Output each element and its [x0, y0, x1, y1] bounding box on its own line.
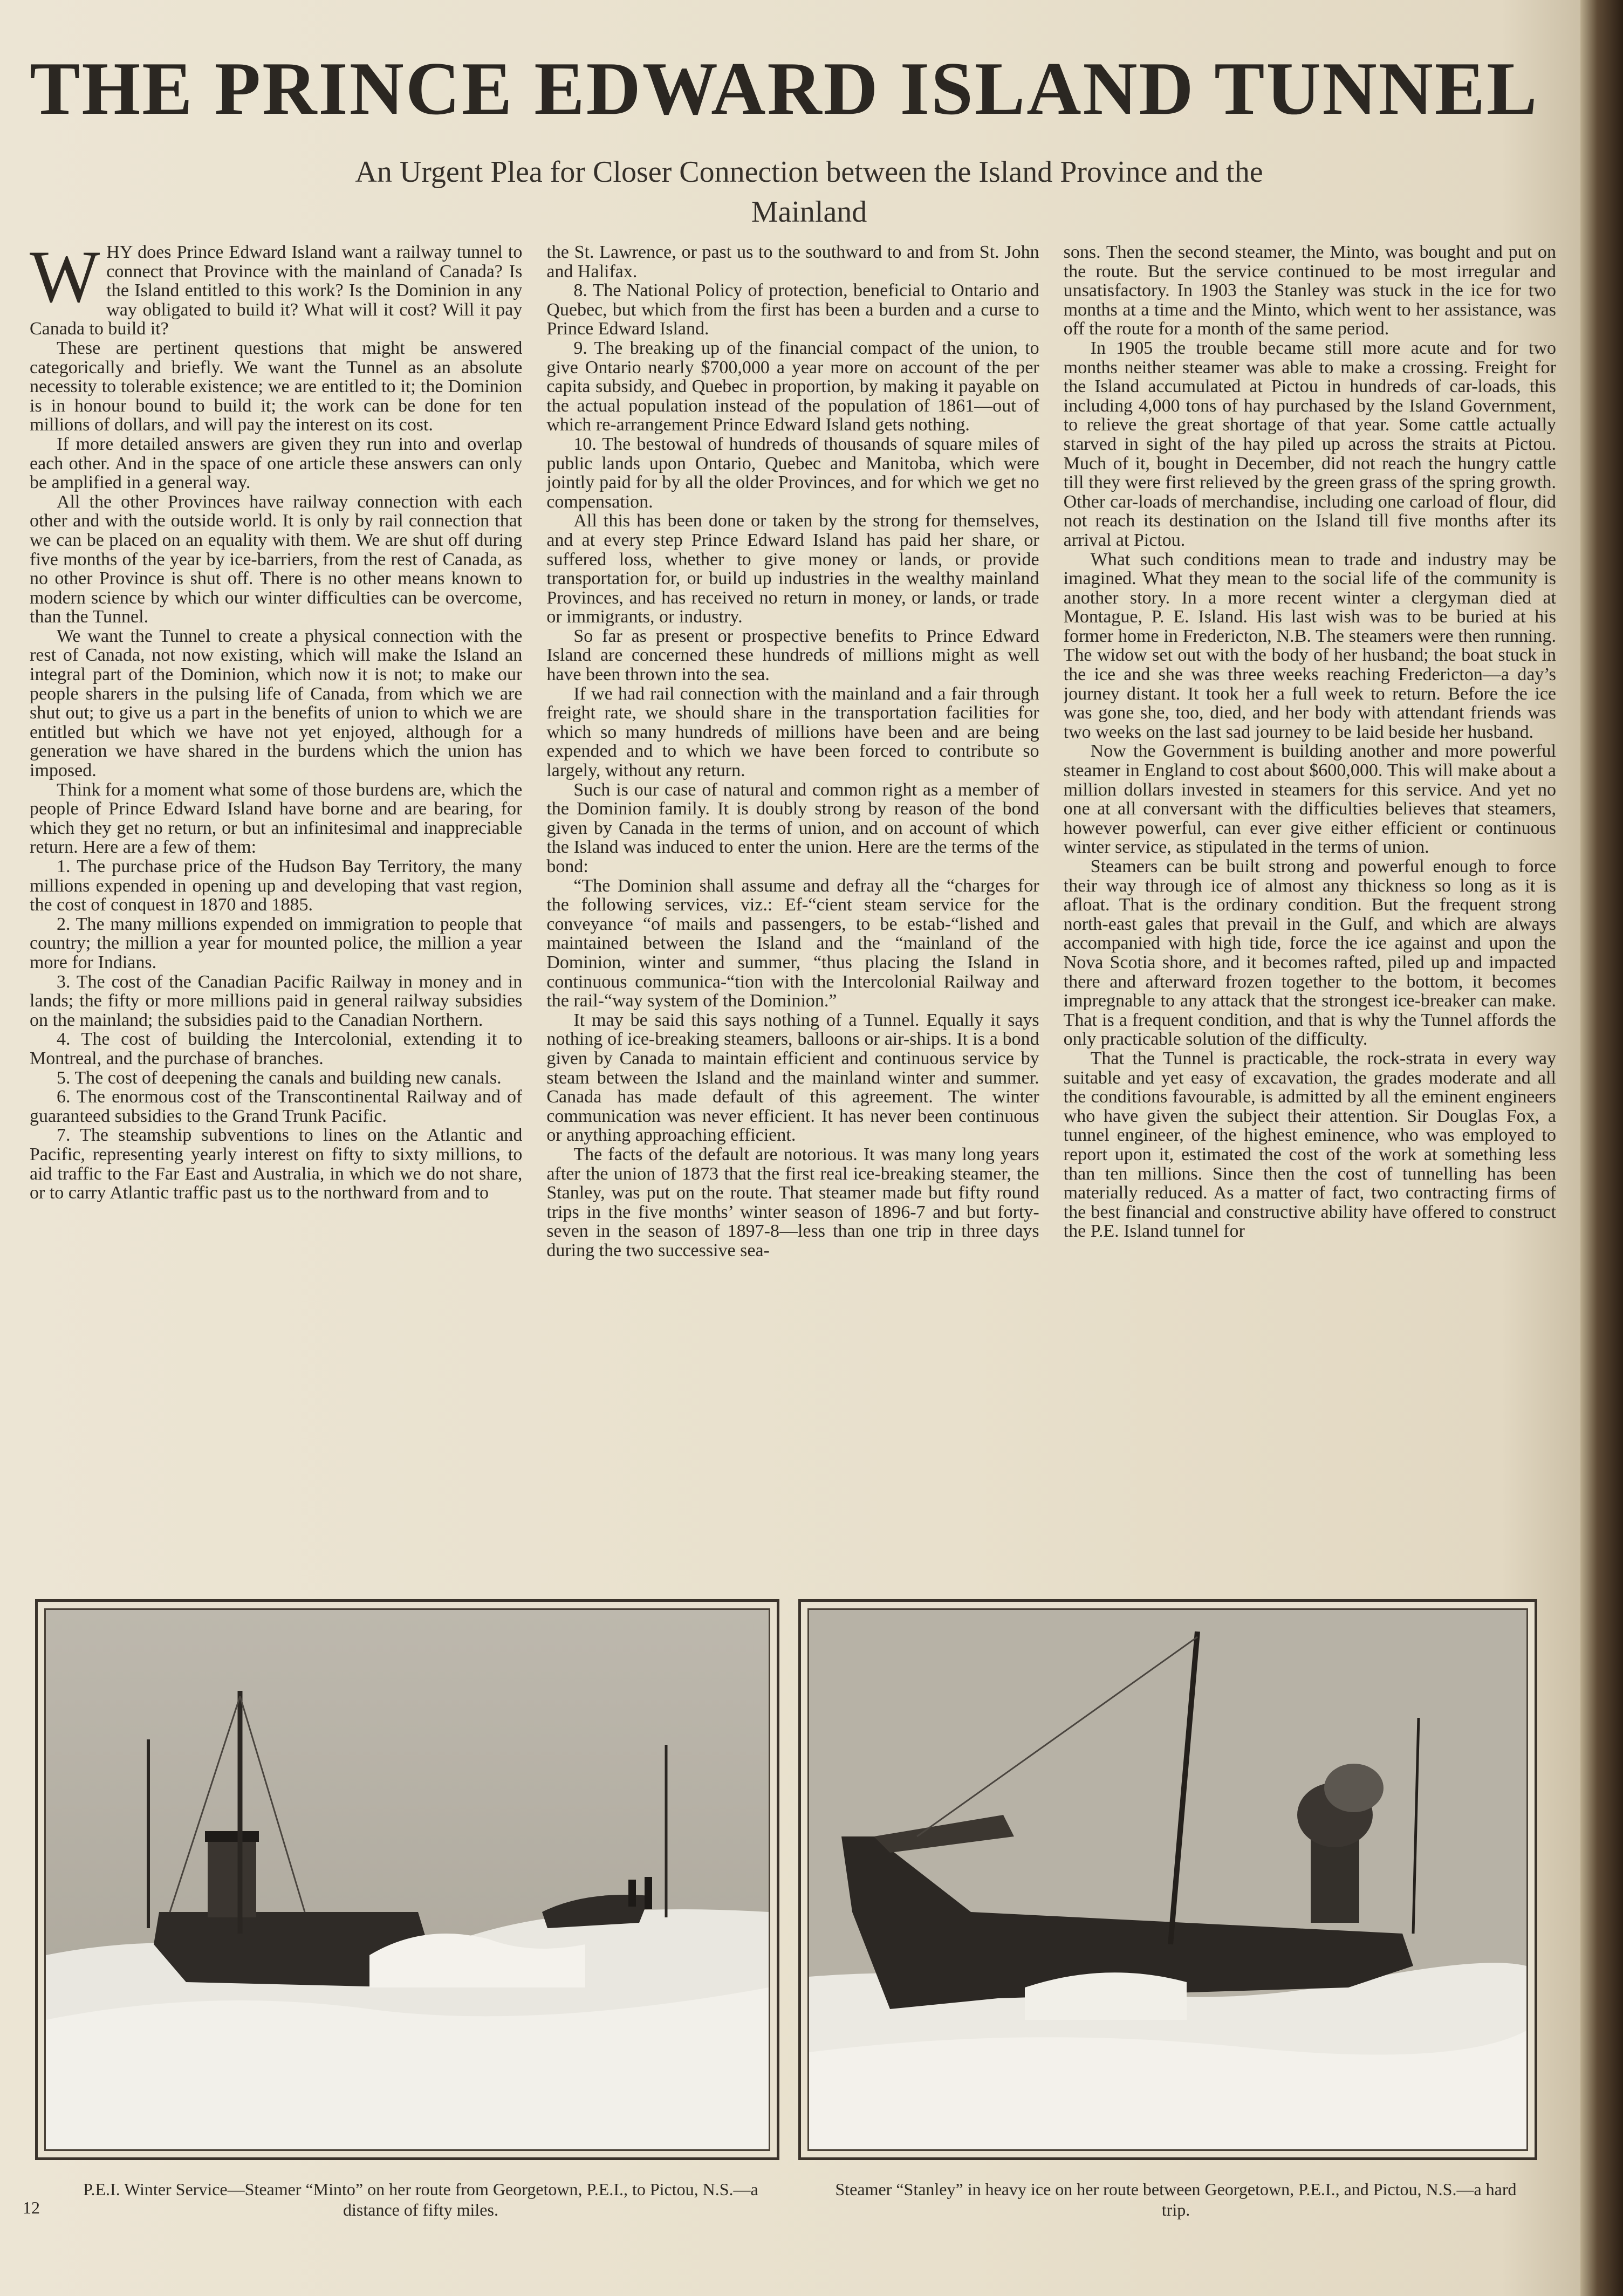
- text-column-2: [546, 243, 1039, 1586]
- paragraph: All the other Provinces have railway connection with each other and with the outside world. It is only by rail connection that we can be placed on an equality with them. We are shut off during five months of the year by ice-barriers, from the rest of Canada, as no other Province is shut off. There is no other means known to modern science by which our winter difficulties can be overcome, than the Tunnel.: [30, 491, 523, 627]
- paragraph: We want the Tunnel to create a physical connection with the rest of Canada, not now existing, which will make the Island an integral part of the Dominion, which now it is not; to make our people sharers in the pulsing life of Canada, from which we are shut out; to give us a part in the benefits of union to which we are entitled but which we have not yet enjoyed, although for a generation we have shared in the burdens which the union has imposed.: [30, 626, 523, 781]
- paragraph: Think for a moment what some of those burdens are, which the people of Prince Edward Island have borne and are bearing, for which they get no return, or but an infinitesimal and inappreciable return. Here are a few of them:: [30, 779, 523, 858]
- paragraph: If more detailed answers are given they run into and overlap each other. And in the space of one article these answers can only be amplified in a general way.: [30, 434, 523, 493]
- paragraph: Now the Government is building another and more powerful steamer in England to cost about $600,000. This will make about a million dollars invested in steamers for this service. And yet no one at all conversant with the difficulties believes that steamers, however powerful, can ever give either efficient or continuous winter service, as stipulated in the terms of union.: [1063, 741, 1556, 858]
- paragraph: That the Tunnel is practicable, the rock-strata in every way suitable and yet easy of excavation, the grades moderate and all the conditions favourable, is admitted by all the eminent engineers who have given the subject their attention. Sir Douglas Fox, a tunnel engineer, of the highest eminence, who was employed to report upon it, estimated the cost of the work at something less than ten millions. Since then the cost of tunnelling has been materially reduced. As a matter of fact, two contracting firms of the best financial and constructive ability have offered to construct the P.E. Island tunnel for: [1063, 1048, 1556, 1242]
- article-body: [30, 243, 1556, 1586]
- paragraph: In 1905 the trouble became still more acute and for two months neither steamer was able to make a crossing. Freight for the Island accumulated at Pictou in hundreds of car-loads, this including 4,000 tons of hay purchased by the Island Government, to relieve the great shortage of that year. Some cattle actually starved in sight of the hay piled up across the straits at Pictou. Much of it, bought in December, did not reach the hungry cattle till they were first relieved by the green grass of the spring growth. Other car-loads of merchandise, including one carload of flour, did not reach its destination on the Island till five months after its arrival at Pictou.: [1063, 338, 1556, 550]
- paragraph: HY does Prince Edward Island want a railway tunnel to connect that Province with the mainland of Canada? Is the Island entitled to this work? Is the Dominion in any way obligated to build it? What will it cost? Will it pay Canada to build it?: [30, 243, 523, 339]
- caption-stanley: Steamer “Stanley” in heavy ice on her route between Georgetown, P.E.I., and Pictou, N.S.—a hard trip.: [835, 2180, 1517, 2219]
- article-subtitle: An Urgent Plea for Closer Connection between the Island Province and the Mainland: [355, 155, 1263, 229]
- paragraph: What such conditions mean to trade and industry may be imagined. What they mean to the social life of the community is another story. In a more recent winter a clergyman died at Montague, P. E. Island. His last wish was to be buried at his former home in Fredericton, N.B. The steamers were then running. The widow set out with the body of her husband; the boat stuck in the ice and she was three weeks reaching Fredericton—a day’s journey distant. It took her a full week to return. Before the ice was gone she, too, died, and her body with attendant friends was two weeks on the last sad journey to be laid beside her husband.: [1063, 549, 1556, 742]
- paragraph: 8. The National Policy of protection, beneficial to Ontario and Quebec, but which from the first has been a burden and a curse to Prince Edward Island.: [546, 280, 1039, 339]
- paragraph: the St. Lawrence, or past us to the southward to and from St. John and Halifax.: [546, 243, 1039, 282]
- paragraph: 7. The steamship subventions to lines on the Atlantic and Pacific, representing yearly interest on fifty to sixty millions, to aid traffic to the Far East and Australia, in which we do not share, or to carry Atlantic traffic past us to the northward from and to: [30, 1125, 523, 1203]
- paragraph: 5. The cost of deepening the canals and building new canals.: [57, 1067, 502, 1088]
- paragraph: 4. The cost of building the Intercolonial, extending it to Montreal, and the purchase of branches.: [30, 1029, 523, 1068]
- paragraph: The facts of the default are notorious. It was many long years after the union of 1873 that the first real ice-breaking steamer, the Stanley, was put on the route. That steamer made but fifty round trips in the five months’ winter season of 1896-7 and but forty-seven in the season of 1897-8—less than one trip in three days during the two successive sea-: [546, 1144, 1039, 1260]
- steamer-minto-image: [46, 1610, 769, 2149]
- paragraph: “The Dominion shall assume and defray all the “charges for the following services, viz.: Ef-“cient steam service for the conveyance “of mails and passengers, to be estab-“lished and maintained between the Island and the “mainland of the Dominion, winter and summer, “thus placing the Island in continuous communica-“tion with the Intercolonial Railway and the rail-“way system of the Dominion.”: [546, 875, 1039, 1011]
- paragraph: Steamers can be built strong and powerful enough to force their way through ice of almost any thickness so long as it is afloat. That is the ordinary condition. But the frequent strong north-east gales that prevail in the Gulf, and which are always accompanied with high tide, force the ice against and upon the Nova Scotia shore, and it becomes rafted, piled up and impacted there and afterward frozen together to the bottom, it becomes impregnable to any attack that the strongest ice-breaker can make. That is a frequent condition, and that is why the Tunnel affords the only practicable solution of the difficulty.: [1063, 856, 1556, 1050]
- photo-minto: [35, 1599, 779, 2160]
- drop-cap: W: [30, 243, 100, 318]
- paragraph: 10. The bestowal of hundreds of thousands of square miles of public lands upon Ontario, Quebec and Manitoba, which were jointly paid for by all the older Provinces, and for which we get no compensation.: [546, 434, 1039, 512]
- caption-minto: P.E.I. Winter Service—Steamer “Minto” on her route from Georgetown, P.E.I., to Pictou, N.S.—a distance of fifty miles.: [83, 2180, 758, 2219]
- paragraph: These are pertinent questions that might be answered categorically and briefly. We want the Tunnel as an absolute necessity to tolerable existence; we are entitled to it; the Dominion is in honour bound to build it; the work can be done for ten millions of dollars, and will pay the interest on its cost.: [30, 338, 523, 435]
- paragraph: Such is our case of natural and common right as a member of the Dominion family. It is doubly strong by reason of the bond given by Canada in the terms of union, and on account of which the Island was induced to enter the union. Here are the terms of the bond:: [546, 779, 1039, 876]
- paragraph: If we had rail connection with the mainland and a fair through freight rate, we should share in the transportation facilities for which so many hundreds of millions have been and are being expended and to which we have been forced to contribute so largely, without any return.: [546, 683, 1039, 781]
- paragraph: It may be said this says nothing of a Tunnel. Equally it says nothing of ice-breaking steamers, balloons or air-ships. It is a bond given by Canada to maintain efficient and continuous service by steam between the Island and the mainland winter and summer. Canada has made default of this agreement. The winter communication was never efficient. It has never been continuous or anything approaching efficient.: [546, 1010, 1039, 1146]
- photo-stanley: [798, 1599, 1537, 2160]
- steamer-stanley-image: [809, 1610, 1526, 2149]
- text-column-3: [1064, 243, 1556, 1586]
- paragraph: 3. The cost of the Canadian Pacific Railway in money and in lands; the fifty or more millions paid in general railway subsidies on the mainland; the subsidies paid to the Canadian Northern.: [30, 971, 523, 1030]
- article-title: THE PRINCE EDWARD ISLAND TUNNEL: [30, 47, 1539, 131]
- paragraph: sons. Then the second steamer, the Minto, was bought and put on the route. But the service continued to be most irregular and unsatisfactory. In 1903 the Stanley was stuck in the ice for two months at a time and the Minto, which went to her assistance, was off the route for a month of the same period.: [1063, 243, 1556, 339]
- paragraph: All this has been done or taken by the strong for themselves, and at every step Prince Edward Island has paid her share, or suffered loss, whether to give money or lands, or provide transportation for, or build up industries in the wealthy mainland Provinces, and has received no return in money, or lands, or trade or immigrants, or industry.: [546, 511, 1039, 627]
- paragraph: 9. The breaking up of the financial compact of the union, to give Ontario nearly $700,000 a year more on account of the per capita subsidy, and Quebec in proportion, by making it payable on the actual population instead of the population of 1861—out of which re-arrangement Prince Edward Island gets nothing.: [546, 338, 1039, 435]
- page-number: 12: [23, 2198, 40, 2217]
- paragraph: 1. The purchase price of the Hudson Bay Territory, the many millions expended in opening up and developing that vast region, the cost of conquest in 1870 and 1885.: [30, 856, 523, 915]
- book-spine: [1580, 0, 1623, 2296]
- paragraph: 2. The many millions expended on immigration to people that country; the million a year for mounted police, the million a year more for Indians.: [30, 914, 523, 972]
- paragraph: 6. The enormous cost of the Transcontinental Railway and of guaranteed subsidies to the Grand Trunk Pacific.: [30, 1087, 523, 1126]
- paragraph: So far as present or prospective benefits to Prince Edward Island are concerned these hundreds of millions might as well have been thrown into the sea.: [546, 626, 1039, 685]
- text-column-1: [30, 243, 522, 1586]
